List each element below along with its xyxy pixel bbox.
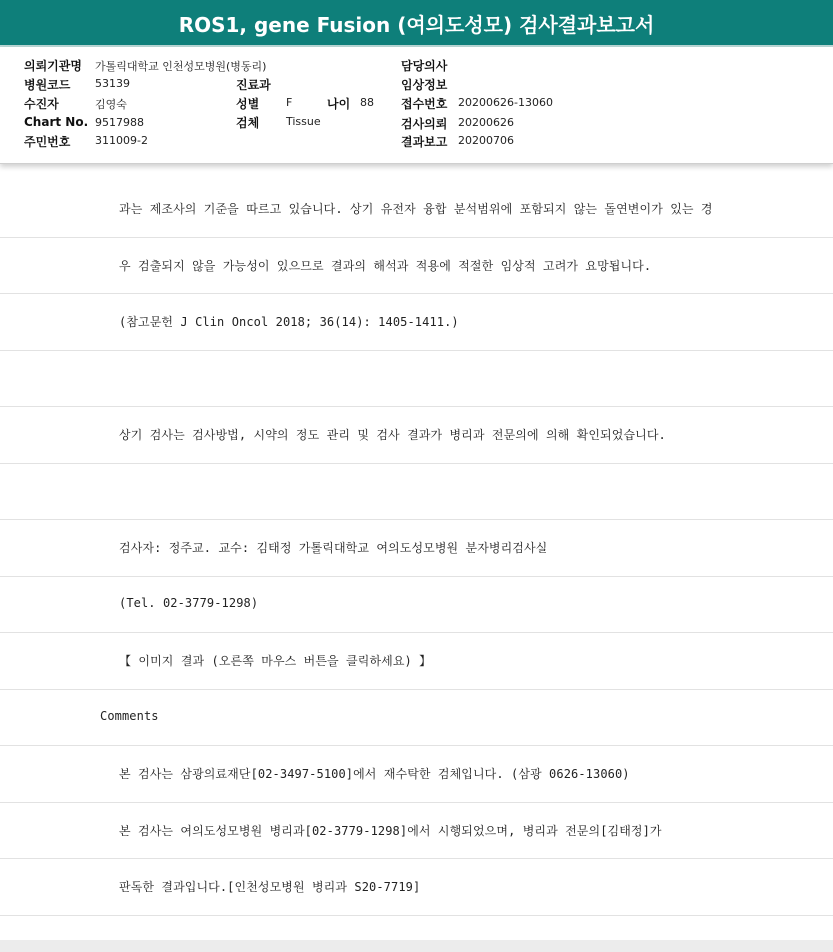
comments-heading: Comments bbox=[100, 708, 159, 723]
report-line-empty bbox=[0, 351, 833, 408]
bottom-strip bbox=[0, 940, 833, 952]
age-label: 나이 bbox=[327, 97, 351, 111]
report-line bbox=[0, 294, 833, 351]
chart-no-label: Chart No. bbox=[24, 115, 89, 129]
specimen-label: 검체 bbox=[236, 116, 260, 130]
report-line bbox=[0, 577, 833, 634]
report-date-label: 결과보고 bbox=[401, 135, 448, 149]
report-title: ROS1, gene Fusion (여의도성모) 검사결과보고서 bbox=[178, 13, 655, 37]
report-title-bar bbox=[0, 0, 833, 47]
report-body bbox=[0, 181, 833, 916]
comment-text: 본 검사는 여의도성모병원 병리과[02-3779-1298]에서 시행되었으며, 병리과 전문의[김태정]가 bbox=[119, 823, 662, 838]
patient-name-label: 수진자 bbox=[24, 97, 59, 111]
request-date-value: 20200626 bbox=[458, 116, 514, 129]
report-line bbox=[0, 520, 833, 577]
report-line-text: 상기 검사는 검사방법, 시약의 정도 관리 및 검사 결과가 병리과 전문의에 의해 확인되었습니다. bbox=[119, 428, 666, 442]
report-date-value: 20200706 bbox=[458, 134, 514, 147]
age-value: 88 bbox=[360, 96, 374, 109]
report-line-text: 과는 제조사의 기준을 따르고 있습니다. 상기 유전자 융합 분석범위에 포함되지 않는 돌연변이가 있는 경 bbox=[119, 202, 713, 216]
report-line bbox=[0, 181, 833, 238]
patient-name-value: 김영숙 bbox=[95, 98, 127, 111]
comment-line bbox=[0, 859, 833, 916]
report-line bbox=[0, 238, 833, 295]
chart-no-value: 9517988 bbox=[95, 116, 144, 129]
comment-line bbox=[0, 746, 833, 803]
comment-line bbox=[0, 803, 833, 860]
requesting-org-value: 가톨릭대학교 인천성모병원(병동리) bbox=[95, 60, 267, 73]
image-result-link[interactable]: 【 이미지 결과 (오른쪽 마우스 버튼을 클릭하세요) 】 bbox=[119, 654, 432, 668]
accession-no-label: 접수번호 bbox=[401, 97, 448, 111]
examiner-text: 검사자: 정주교. 교수: 김태정 가톨릭대학교 여의도성모병원 분자병리검사실 bbox=[119, 541, 548, 555]
sex-label: 성별 bbox=[236, 97, 260, 111]
comment-text: 판독한 결과입니다.[인천성모병원 병리과 S20-7719] bbox=[119, 880, 421, 894]
report-line-empty bbox=[0, 464, 833, 521]
request-date-label: 검사의뢰 bbox=[401, 117, 448, 131]
resident-no-value: 311009-2 bbox=[95, 134, 148, 147]
image-result-row[interactable] bbox=[0, 633, 833, 690]
specimen-value: Tissue bbox=[286, 115, 321, 128]
report-line bbox=[0, 407, 833, 464]
reference-text: (참고문헌 J Clin Oncol 2018; 36(14): 1405-1411.) bbox=[119, 315, 459, 329]
hospital-code-value: 53139 bbox=[95, 77, 130, 90]
report-line-text: 우 검출되지 않을 가능성이 있으므로 결과의 해석과 적용에 적절한 임상적 고려가 요망됩니다. bbox=[119, 258, 652, 273]
doctor-label: 담당의사 bbox=[401, 59, 448, 73]
accession-no-value: 20200626-13060 bbox=[458, 96, 553, 109]
patient-info-panel bbox=[0, 47, 833, 164]
phone-text: (Tel. 02-3779-1298) bbox=[119, 595, 259, 610]
department-label: 진료과 bbox=[236, 78, 271, 92]
comment-text: 본 검사는 삼광의료재단[02-3497-5100]에서 재수탁한 검체입니다. (삼광 0626-13060) bbox=[119, 767, 630, 781]
resident-no-label: 주민번호 bbox=[24, 135, 71, 149]
comments-heading-row bbox=[0, 690, 833, 747]
hospital-code-label: 병원코드 bbox=[24, 78, 71, 92]
clinical-info-label: 임상정보 bbox=[401, 78, 448, 92]
sex-value: F bbox=[286, 96, 293, 109]
requesting-org-label: 의뢰기관명 bbox=[24, 59, 82, 73]
